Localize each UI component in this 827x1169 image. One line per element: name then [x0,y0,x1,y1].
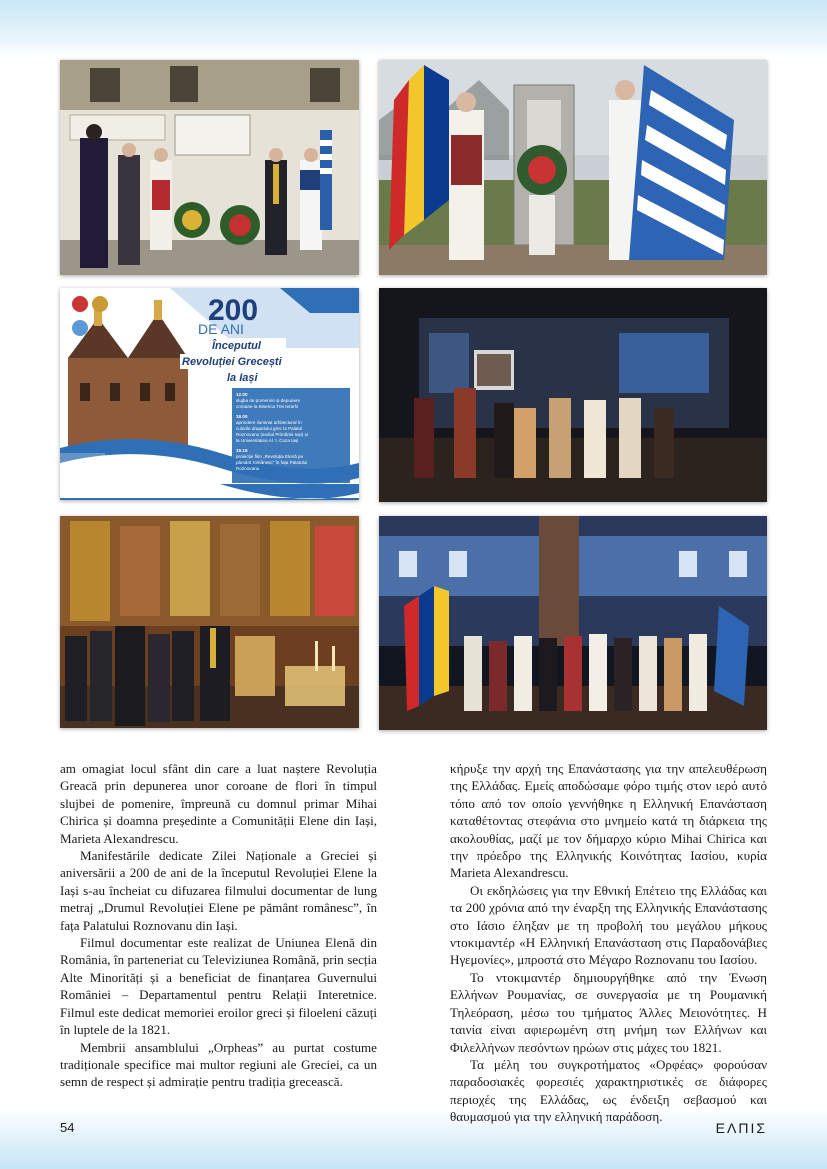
paragraph: κήρυξε την αρχή της Επανάστασης για την απελευθέρωση της Ελλάδας. Εμείς αποδώσαμε φόρο τιμής στον ιερό αυτό τόπο από τον οποίο γεννήθηκε η Ελληνική Επανάσταση καταθέτοντας στεφάνια στο μνημείο κατά τη διάρκεια της ακολουθίας, μαζί με τον δήμαρχο κύριο Mihai Chirica και την πρόεδρο της Ελληνικής Κοινότητας Ιασίου, κυρία Marieta Alexandrescu. [450,761,767,881]
poster-event-line: coroane la Biserica Trei Ierarhi [236,404,299,409]
paragraph: Membrii ansamblului „Orpheas” au purtat costume tradiționale specifice mai multor regiuni ale Greciei, ca un semn de respect și admirație pentru tradiția grecească. [60,1039,377,1090]
event-poster [60,288,359,500]
photo-monument-flags [379,60,767,275]
poster-event-line: Roznovanu [236,466,260,471]
poster-event-time: 19.15 [236,448,248,453]
magazine-name: ΕΛΠΙΣ [715,1120,767,1136]
photo-wreath-ceremony-church [60,60,359,275]
poster-event-line: la Universitatea Al. I. Cuza Iași [236,438,299,443]
poster-title-line2: Revoluției Grecești [182,356,282,368]
poster-date: 25 martie 2021 [278,376,341,386]
paragraph: am omagiat locul sfânt din care a luat naștere Revoluția Greacă prin depunerea unor coroane de flori în timpul slujbei de pomenire, împreună cu domnul primar Mihai Chirica și doamna președinte a Comunității Elene din Iași, Marieta Alexandrescu. [60,761,377,846]
page-number: 54 [60,1120,75,1135]
article-column-greek [450,760,767,1126]
poster-big-number: 200 [208,294,259,327]
paragraph: Manifestările dedicate Zilei Naționale a Greciei și aniversării a 200 de ani de la începutul Revoluției Elene la Iași s-au încheiat cu difuzarea filmului documentar de lung metraj „Drumul Revoluției Elene pe pământ românesc”, în fața Palatului Roznovanu din Iași. [60,848,377,933]
paragraph: Τα μέλη του συγκροτήματος «Ορφέας» φορούσαν παραδοσιακές φορεσιές χαρακτηριστικές σε διάφορες περιοχές της Ελλάδας, ως ένδειξη σεβασμού και θαυμασμού για την ελληνική παράδοση. [450,1056,767,1125]
poster-title-line3: la Iași [227,372,258,384]
paragraph: Filmul documentar este realizat de Uniunea Elenă din România, în parteneriat cu Televiziunea Română, prin secția Alte Minorități și a beneficiat de finanțarea Guvernului României – Departamentul pentru Relații Interetnice. Filmul este dedicat memoriei eroilor greci și filoeleni căzuți în luptele de la 1821. [60,935,377,1038]
poster-event-line: pământ românesc” în fața Palatului [236,460,308,465]
poster-event-line: aprindere iluminat arhitectural în [236,420,302,425]
paragraph: Το ντοκιμαντέρ δημιουργήθηκε από την Ένωση Ελλήνων Ρουμανίας, σε συνεργασία με τη Ρουμανική Τηλεόραση, μέσω του τμήματος Άλλες Μειονότητες. Η ταινία είναι αφιερωμένη στη μνήμη των Ελλήνων και Φιλελλήνων πεσόντων ηρώων στις μάχες του 1821. [450,969,767,1055]
photo-night-film-screening [379,288,767,502]
poster-event-line: Roznovanu (sediul Primăriei Iași) și [236,432,308,437]
header-band [0,0,827,58]
poster-event-line: slujba de pomenire și depunere [236,398,301,403]
poster-event-time: 12.00 [236,392,248,397]
poster-de-ani: DE ANI [198,321,244,337]
poster-title-line1: Începutul [212,340,261,352]
poster-event-line: culorile drapelului grec la Palatul [236,426,303,431]
photo-church-interior-service [60,516,359,728]
article-column-romanian [60,760,377,1091]
poster-event-time: 19.00 [236,414,248,419]
paragraph: Οι εκδηλώσεις για την Εθνική Επέτειο της Ελλάδας και τα 200 χρόνια από την έναρξη της Ελληνικής Επανάστασης στο Ιάσιο έληξαν με τη προβολή του μεγάλου μήκους ντοκιμαντέρ «Η Ελληνική Επανάσταση στις Παραδονάβιες Ηγεμονίες», μπροστά στο Μέγαρο Roznovanu του Ιασίου. [450,882,767,968]
poster-event-line: proiecție film „Revoluția Elenă pe [236,454,304,459]
photo-dancers-palace-night [379,516,767,730]
